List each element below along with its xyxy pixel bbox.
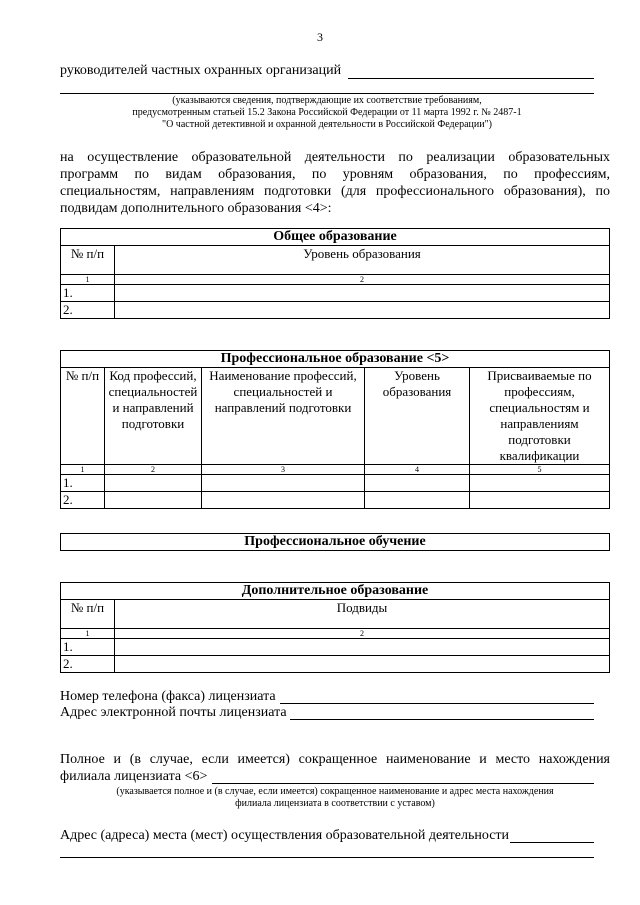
professional-training-table: [60, 533, 610, 551]
general-education-table: Общее образование № п/п Уровень образования 1 2 1. 2.: [60, 228, 610, 319]
branch-note: (указывается полное и (в случае, если имеется) сокращенное наименование и адрес места нахождения филиала лицензиата в соответствии с уставом): [116, 786, 554, 809]
col-num-header: № п/п: [61, 246, 115, 275]
table-row: 1.: [61, 639, 610, 656]
phone-field[interactable]: [280, 703, 594, 704]
col-level-header: Уровень образования: [115, 246, 610, 275]
table-row: 2.: [61, 492, 610, 509]
general-education-title: Общее образование: [61, 229, 610, 246]
additional-education-title: Дополнительное образование: [61, 583, 610, 600]
professional-training-title: Профессиональное обучение: [61, 534, 610, 551]
table-row: 1.: [61, 285, 610, 302]
professional-education-title: Профессиональное образование <5>: [61, 351, 610, 368]
table-row: 1.: [61, 475, 610, 492]
additional-education-table: Дополнительное образование № п/п Подвиды 1 2 1. 2.: [60, 582, 610, 673]
address-field-2[interactable]: [60, 857, 594, 858]
phone-label: Номер телефона (факса) лицензиата: [60, 689, 276, 704]
table-row: 2.: [61, 302, 610, 319]
branch-line2: филиала лицензиата <6>: [60, 769, 208, 784]
branch-line1: Полное и (в случае, если имеется) сокращенное наименование и место нахождения: [60, 752, 610, 767]
branch-field[interactable]: [212, 783, 594, 784]
table-row: 2.: [61, 656, 610, 673]
professional-education-table: Профессиональное образование <5> № п/п Код профессий, специальностей и направлений подготовки Наименование профессий, специальностей и направлений подготовки Уровень образования Присваиваемые по профессиям, специальностям и направлениям подготовки квалификации 1 2 3 4 5 1. 2.: [60, 350, 610, 509]
page-number: 3: [317, 30, 323, 44]
address-field[interactable]: [510, 842, 594, 843]
intro-paragraph: на осуществление образовательной деятельности по реализации образовательных программ по видам образования, по уровням образования, по профессиям, специальностям, направлениям подготовки (для профессионального образования), по подвидам дополнительного образования <4>:: [60, 150, 610, 216]
header-label: руководителей частных охранных организаций: [60, 63, 342, 78]
header-fill-line-2[interactable]: [60, 93, 594, 94]
email-field[interactable]: [290, 719, 594, 720]
address-label: Адрес (адреса) места (мест) осуществления образовательной деятельности: [60, 828, 510, 843]
email-label: Адрес электронной почты лицензиата: [60, 705, 287, 720]
header-note: (указываются сведения, подтверждающие их соответствие требованиям, предусмотренным статьей 15.2 Закона Российской Федерации от 11 марта 1992 г. № 2487-1 "О частной детективной и охранной деятельности в Российской Федерации"): [132, 95, 522, 130]
header-fill-line[interactable]: [348, 78, 594, 79]
